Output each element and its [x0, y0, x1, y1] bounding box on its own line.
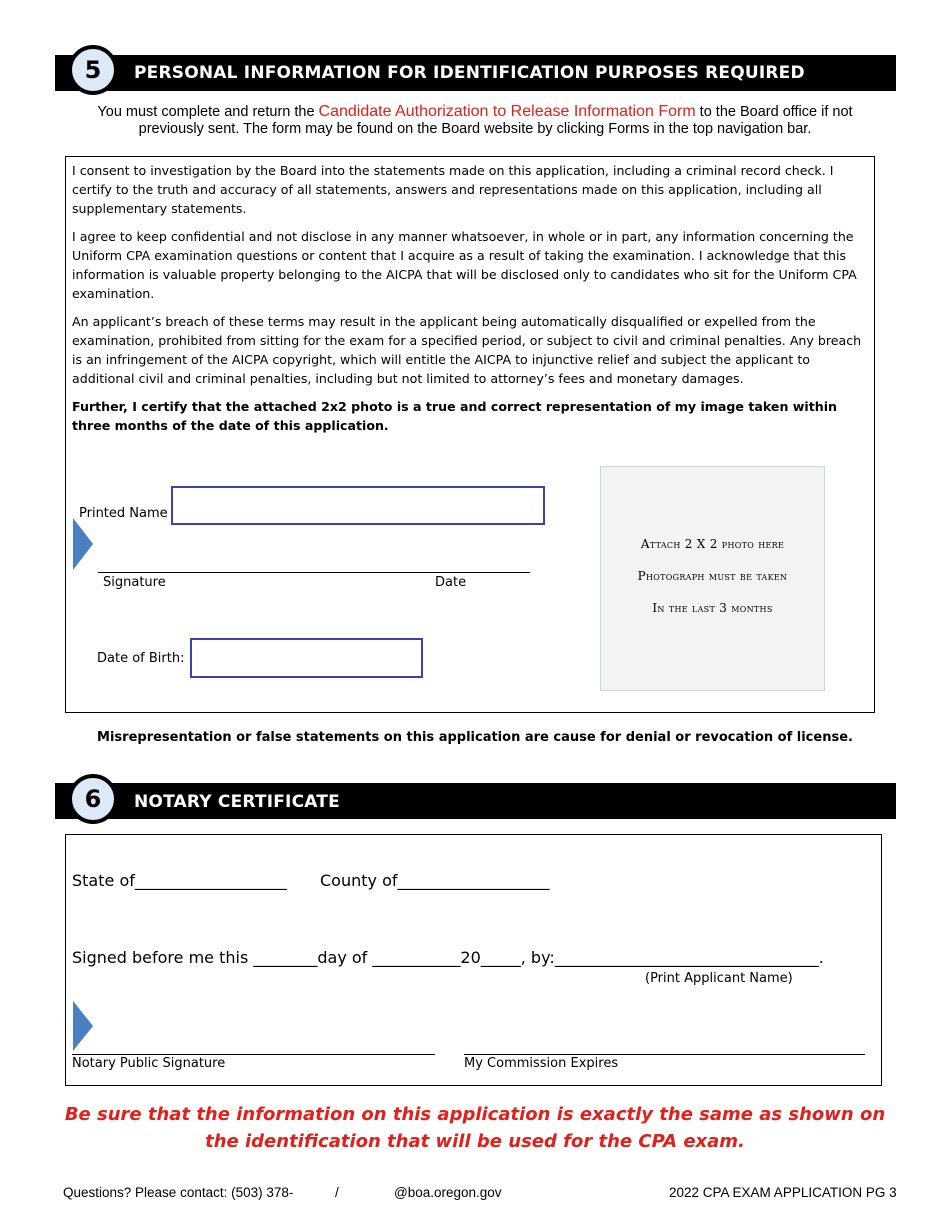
dob-input[interactable]: [190, 638, 423, 678]
commission-expires-label: My Commission Expires: [464, 1056, 619, 1071]
notary-signature-label: Notary Public Signature: [72, 1056, 226, 1071]
consent-paragraph-3: An applicant’s breach of these terms may result in the applicant being automatically disqualified or expelled from the examination, prohibited from sitting for the exam for a specified period, or subject to civil and criminal penalties. Any breach is an infringement of the AICPA copyright, which will entitle the AICPA to injunctive relief and subject the applicant to additional civil and criminal penalties, including but not limited to attorney’s fees and monetary damages.: [72, 314, 862, 386]
signed-before-field[interactable]: Signed before me this ________day of ___________20_____, by:_________________________________.: [72, 948, 824, 967]
warning-line-2: the identification that will be used for the CPA exam.: [205, 1131, 745, 1152]
warning-line-1: Be sure that the information on this application is exactly the same as shown on: [64, 1104, 886, 1125]
signature-label: Signature: [103, 575, 166, 590]
release-form-link[interactable]: Candidate Authorization to Release Information Form: [318, 103, 696, 120]
footer-email[interactable]: @boa.oregon.gov: [394, 1185, 502, 1200]
footer-page-number: 2022 CPA EXAM APPLICATION PG 3: [669, 1185, 897, 1200]
signature-line[interactable]: [98, 572, 530, 573]
notary-signature-line[interactable]: [72, 1054, 435, 1055]
photo-attach-area: [600, 466, 825, 691]
consent-paragraph-2: I agree to keep confidential and not disclose in any manner whatsoever, in whole or in part, any information concerning the Uniform CPA examination questions or content that I acquire as a result of taking the examination. I acknowledge that this information is valuable property belonging to the AICPA that will be disclosed only to candidates who sit for the Uniform CPA examination.: [72, 229, 857, 301]
identification-warning: [0, 1101, 950, 1155]
notary-sign-arrow-icon: [73, 1001, 93, 1051]
intro-prefix: You must complete and return the: [97, 104, 319, 120]
state-of-field[interactable]: State of___________________: [72, 871, 287, 890]
section-6-title: NOTARY CERTIFICATE: [134, 792, 340, 812]
consent-paragraph-1: I consent to investigation by the Board into the statements made on this application, including a criminal record check. I certify to the truth and accuracy of all statements, answers and representations made on this application, including all supplementary statements.: [72, 163, 834, 216]
section-5-title: PERSONAL INFORMATION FOR IDENTIFICATION PURPOSES REQUIRED: [134, 63, 805, 83]
intro-suffix: to the Board office if not: [695, 104, 853, 120]
photo-instruction-3: In the last 3 months: [652, 601, 773, 615]
section-5-intro: [60, 103, 890, 138]
print-applicant-name-label: (Print Applicant Name): [645, 971, 793, 986]
printed-name-label: Printed Name: [79, 506, 168, 521]
county-of-field[interactable]: County of___________________: [320, 871, 550, 890]
printed-name-input[interactable]: [171, 486, 545, 525]
footer-contact: Questions? Please contact: (503) 378-: [63, 1185, 294, 1200]
dob-label: Date of Birth:: [97, 651, 185, 666]
section-6-number: 6: [68, 774, 118, 824]
footer-slash: /: [335, 1185, 339, 1200]
photo-instruction-2: Photograph must be taken: [637, 569, 788, 583]
misrepresentation-notice: Misrepresentation or false statements on this application are cause for denial or revocation of license.: [97, 730, 853, 745]
section-5-number: 5: [68, 45, 118, 95]
date-label: Date: [435, 575, 467, 590]
commission-expires-line[interactable]: [464, 1054, 865, 1055]
photo-instruction-1: Attach 2 X 2 photo here: [640, 537, 785, 551]
sign-here-arrow-icon: [73, 518, 93, 570]
intro-line-2: previously sent. The form may be found on the Board website by clicking Forms in the top navigation bar.: [138, 121, 812, 137]
photo-certification: Further, I certify that the attached 2x2 photo is a true and correct representation of my image taken within three months of the date of this application.: [72, 399, 838, 433]
